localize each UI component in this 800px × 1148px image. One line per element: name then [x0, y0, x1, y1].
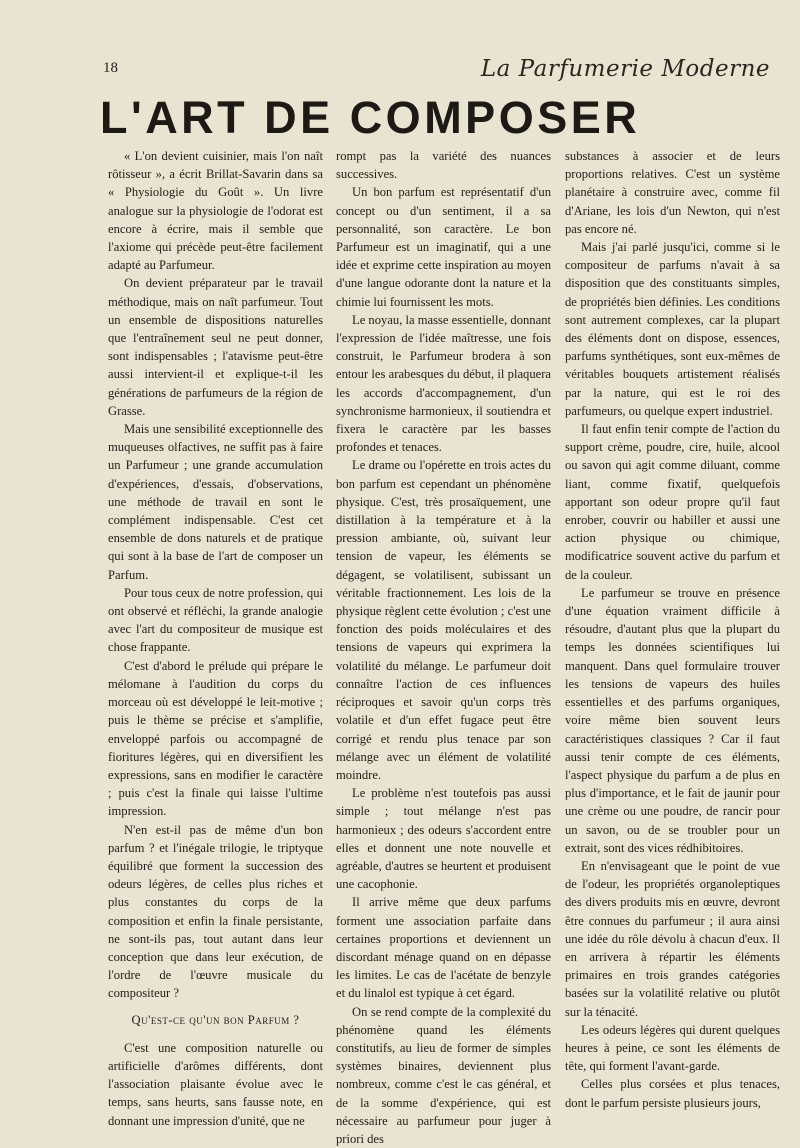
paragraph: Il arrive même que deux parfums forment une association parfaite dans certaines proportions et deviennent un discordant ménage quand on en dépasse les limites. Le cas de l'acétate de benzyle et du linalol est typique à cet égard.	[336, 895, 551, 1001]
paragraph: En n'envisageant que le point de vue de l'odeur, les propriétés organoleptiques des divers produits mis en œuvre, devront être connues du parfumeur ; il aura ainsi une idée du rôle dévolu à chacun d'eux. Il en arrivera à répartir les éléments primaires en trois grandes catégories basées sur la volatilité relative ou plutôt sur la ténacité.	[565, 858, 780, 1019]
paragraph: « L'on devient cuisinier, mais l'on naît rôtisseur », a écrit Brillat-Savarin dans sa « Physiologie du Goût ». Un livre analogue sur la physiologie de l'odorat est encore à écrire, mais il semble que l'axiome qui précède peut-être facilement adapté au Parfumeur.	[108, 149, 323, 273]
page-number: 18	[103, 60, 118, 76]
paragraph: On se rend compte de la complexité du phénomène quand les éléments constitutifs, au lieu de former de simples systèmes binaires, deviennent plus nombreux, comme c'est le cas général, et de la somme d'expérience, qui est nécessaire au parfumeur pour juger à priori des	[336, 1004, 551, 1146]
section-subheading: Qu'est-ce qu'un bon Parfum ?	[131, 1012, 300, 1027]
paragraph: Les odeurs légères qui durent quelques heures à peine, ce sont les éléments de tête, qui forment l'avant-garde.	[565, 1022, 780, 1074]
paragraph: Un bon parfum est représentatif d'un concept ou d'un sentiment, il a sa personnalité, son caractère. Le bon Parfumeur est un imaginatif, qui a une idée et exprime cette inspiration au moyen d'une langue odorante dont la nature et la chimie lui fournissent les mots.	[336, 185, 551, 309]
paragraph: N'en est-il pas de même d'un bon parfum ? et l'inégale trilogie, le triptyque équilibré que forment la succession des odeurs légères, de celles plus riches et plus constantes du corps de la composition et enfin la finale persistante, ne sont-ils pas, tout autant dans leur conception que dans leur exécution, de l'ordre de l'œuvre musicale du compositeur ?	[108, 822, 323, 1001]
paragraph: Celles plus corsées et plus tenaces, dont le parfum persiste plusieurs jours,	[565, 1077, 780, 1110]
paragraph: Mais une sensibilité exceptionnelle des muqueuses olfactives, ne suffit pas à faire un Parfumeur ; une grande accumulation d'expériences, d'essais, d'observations, une méthode de travail en sont le complément indispensable. C'est cet ensemble de dons naturels et de pratique qui sont à la base de l'art de composer un Parfum.	[108, 422, 323, 582]
magazine-masthead: La Parfumerie Moderne	[480, 56, 770, 82]
text-column-3	[565, 147, 780, 1112]
article-title: L'ART DE COMPOSER	[100, 92, 641, 143]
text-column-2	[336, 147, 551, 1148]
text-column-1	[108, 147, 323, 1130]
paragraph: Le problème n'est toutefois pas aussi simple ; tout mélange n'est pas harmonieux ; des odeurs s'accordent entre elles et donnent une note nouvelle et agréable, d'autres se heurtent et produisent une cacophonie.	[336, 786, 551, 892]
paragraph: Le drame ou l'opérette en trois actes du bon parfum est cependant un phénomène physique. C'est, très prosaïquement, une distillation à la température et à la pression ambiante, où, suivant leur tension de vapeur, les éléments se dégagent, se volatilisent, subissant un véritable fractionnement. Les lois de la physique règlent cette évolution ; c'est une fonction des poids moléculaires et des tensions de vapeurs qui exprimera la volatilité du mélange. Le parfumeur doit connaître l'action de ces influences réciproques et savoir qu'un corps très volatile et d'un effet fugace peut être corrigé et rendu plus tenace par son mélange avec un élément de volatilité moindre.	[336, 458, 551, 782]
paragraph: rompt pas la variété des nuances successives.	[336, 149, 551, 182]
paragraph: Le parfumeur se trouve en présence d'une équation vraiment difficile à résoudre, d'autant plus que la plupart du temps les données scientifiques lui manquent. Dans quel formulaire trouver les tensions de vapeurs des huiles essentielles et des parfums organiques, voire même bien souvent leurs caractéristiques classiques ? Car il faut aussi tenir compte de ces éléments, l'aspect physique du parfum a de plus en plus d'importance, et le fait de jaunir pour une crème ou une poudre, de rancir pour un savon, ou de se troubler pour un extrait, sont des vices rédhibitoires.	[565, 585, 780, 855]
paragraph: Le noyau, la masse essentielle, donnant l'expression de l'idée maîtresse, une fois construit, le Parfumeur brodera à son entour les arabesques du début, il plaquera les accords d'accompagnement, d'un synchronisme harmonieux, il soutiendra et fixera le caractère par les basses profondes et tenaces.	[336, 312, 551, 455]
paragraph: Pour tous ceux de notre profession, qui ont observé et réfléchi, la grande analogie avec l'art du compositeur de musique est chose frappante.	[108, 585, 323, 655]
paragraph: Il faut enfin tenir compte de l'action du support crème, poudre, cire, huile, alcool ou savon qui agit comme diluant, comme liant, comme fixatif, quelquefois apportant son odeur propre qu'il faut enrober, couvrir ou habiller et aussi une action physique ou chimique, modificatrice souvent active du parfum et de la couleur.	[565, 422, 780, 582]
paragraph: On devient préparateur par le travail méthodique, mais on naît parfumeur. Tout un ensemble de dispositions naturelles que l'entraînement seul ne peut donner, sont indispensables ; l'atavisme peut-être aussi intervient-il et explique-t-il les générations de parfumeurs de la région de Grasse.	[108, 276, 323, 418]
paragraph: Mais j'ai parlé jusqu'ici, comme si le compositeur de parfums n'avait à sa disposition que des constituants simples, de propriétés bien définies. Les conditions sont autrement complexes, car la plupart des éléments dont on dispose, essences, parfums synthétiques, sont eux-mêmes de véritables bouquets artistement réalisés par la nature, qui est le roi des parfumeurs, ou quelque expert industriel.	[565, 240, 780, 418]
paragraph: C'est d'abord le prélude qui prépare le mélomane à l'audition du corps du morceau où est développé le leit-motive ; puis le thème se précise et s'amplifie, enveloppé parfois ou accompagné de fioritures légères, qui en diversifient les expressions, sans en modifier le caractère ; puis c'est la finale qui laisse l'ultime impression.	[108, 658, 323, 819]
paragraph: substances à associer et de leurs proportions relatives. C'est un système planétaire à construire avec, comme fil d'Ariane, les lois d'un Newton, qui n'est pas encore né.	[565, 149, 780, 236]
paragraph: C'est une composition naturelle ou artificielle d'arômes différents, dont l'association plaisante évolue avec le temps, sans heurts, sans fausse note, en donnant une impression d'unité, que ne	[108, 1040, 323, 1128]
